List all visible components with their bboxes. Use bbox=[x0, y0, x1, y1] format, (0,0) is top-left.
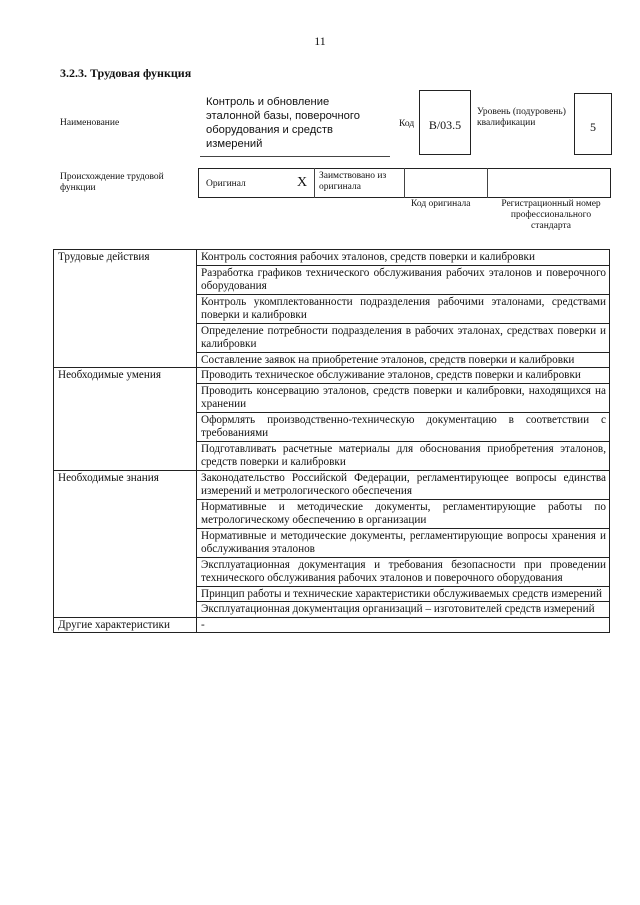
name-underline bbox=[200, 156, 390, 157]
original-label: Оригинал bbox=[206, 179, 246, 189]
name-label: Наименование bbox=[60, 118, 120, 128]
table-cell: Составление заявок на приобретение эталонов, средств поверки и калибровки bbox=[197, 352, 610, 368]
level-box bbox=[574, 93, 612, 155]
function-name: Контроль и обновление эталонной базы, поверочного оборудования и средств измерений bbox=[206, 96, 360, 150]
table-cell: - bbox=[197, 617, 610, 633]
row-group-label: Трудовые действия bbox=[54, 250, 197, 368]
page-number: 11 bbox=[314, 34, 326, 48]
table-row bbox=[54, 470, 610, 499]
table-cell: Нормативные и методические документы, регламентирующие работы по метрологическому обеспечению в организации bbox=[197, 499, 610, 528]
table-cell: Контроль укомплектованности подразделения рабочими эталонами, средствами поверки и калибровки bbox=[197, 294, 610, 323]
origin-label: Происхождение трудовой функции bbox=[60, 172, 164, 193]
table-cell: Оформлять производственно-техническую документацию в соответствии с требованиями bbox=[197, 412, 610, 441]
section-heading: 3.2.3. Трудовая функция bbox=[60, 66, 192, 80]
table-cell: Проводить консервацию эталонов, средств поверки и калибровки, находящихся на хранении bbox=[197, 383, 610, 412]
table-cell: Определение потребности подразделения в рабочих эталонах, средствах поверки и калибровки bbox=[197, 323, 610, 352]
registration-number-caption: Регистрационный номер профессионального стандарта bbox=[501, 199, 601, 231]
table-row bbox=[54, 368, 610, 384]
table-cell: Эксплуатационная документация и требования безопасности при проведении технического обслуживания рабочих эталонов и поверочного оборудования bbox=[197, 557, 610, 586]
borrowed-label: Заимствовано из оригинала bbox=[319, 171, 387, 192]
row-group-label: Необходимые умения bbox=[54, 368, 197, 471]
origin-divider-3 bbox=[487, 168, 488, 198]
table-cell: Законодательство Российской Федерации, регламентирующее вопросы единства измерений и метрологического обеспечения bbox=[197, 470, 610, 499]
table-row bbox=[54, 250, 610, 266]
origin-divider-1 bbox=[314, 168, 315, 198]
table-cell: Разработка графиков технического обслуживания рабочих эталонов и поверочного оборудования bbox=[197, 265, 610, 294]
row-group-label: Другие характеристики bbox=[54, 617, 197, 633]
table-cell: Проводить техническое обслуживание эталонов, средств поверки и калибровки bbox=[197, 368, 610, 384]
function-details-table bbox=[53, 249, 610, 633]
table-cell: Подготавливать расчетные материалы для обоснования приобретения эталонов, средств поверки и калибровки bbox=[197, 441, 610, 470]
original-mark: X bbox=[297, 175, 308, 190]
origin-divider-2 bbox=[404, 168, 405, 198]
table-cell: Нормативные и методические документы, регламентирующие вопросы хранения и обслуживания эталонов bbox=[197, 528, 610, 557]
row-group-label: Необходимые знания bbox=[54, 470, 197, 617]
table-row bbox=[54, 617, 610, 633]
code-label: Код bbox=[399, 119, 415, 129]
table-cell: Принцип работы и технические характеристики обслуживаемых средств измерений bbox=[197, 586, 610, 602]
level-value: 5 bbox=[590, 120, 596, 134]
table-cell: Эксплуатационная документация организаций – изготовителей средств измерений bbox=[197, 602, 610, 618]
original-code-caption: Код оригинала bbox=[411, 199, 471, 209]
code-value: B/03.5 bbox=[428, 118, 462, 132]
table-cell: Контроль состояния рабочих эталонов, средств поверки и калибровки bbox=[197, 250, 610, 266]
level-label: Уровень (подуровень) квалификации bbox=[477, 107, 566, 128]
code-box bbox=[419, 90, 471, 155]
